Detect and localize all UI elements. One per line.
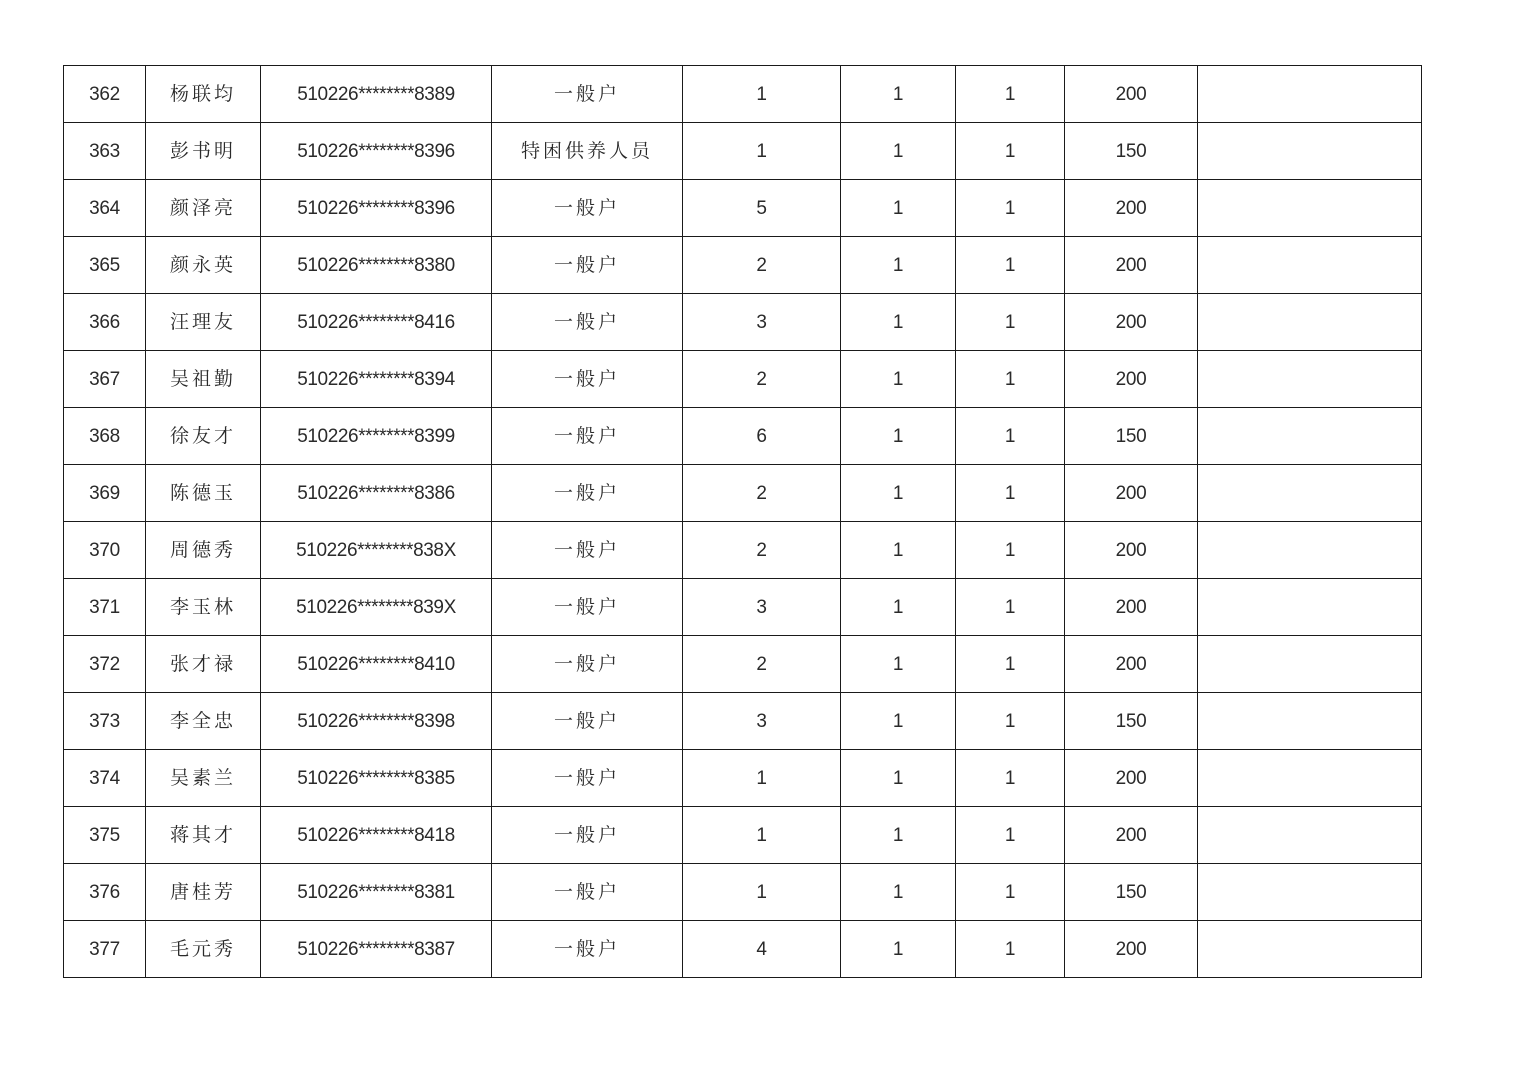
id-number-cell: 510226********8394 [261, 351, 492, 408]
household-type-cell: 一般户 [492, 579, 683, 636]
count-cell-b: 1 [956, 180, 1065, 237]
id-number-cell: 510226********839X [261, 579, 492, 636]
household-size-cell: 1 [683, 123, 841, 180]
serial-number-cell: 367 [64, 351, 146, 408]
remarks-cell [1198, 750, 1422, 807]
serial-number-cell: 375 [64, 807, 146, 864]
table-row [64, 864, 1422, 921]
name-cell: 李全忠 [146, 693, 261, 750]
name-cell: 徐友才 [146, 408, 261, 465]
count-cell-b: 1 [956, 123, 1065, 180]
remarks-cell [1198, 579, 1422, 636]
household-type-cell: 一般户 [492, 750, 683, 807]
count-cell-a: 1 [841, 294, 956, 351]
id-number-cell: 510226********8410 [261, 636, 492, 693]
amount-cell: 200 [1065, 465, 1198, 522]
amount-cell: 150 [1065, 864, 1198, 921]
name-cell: 彭书明 [146, 123, 261, 180]
amount-cell: 200 [1065, 636, 1198, 693]
count-cell-a: 1 [841, 636, 956, 693]
table-row [64, 750, 1422, 807]
table-row [64, 465, 1422, 522]
table-body [64, 66, 1422, 978]
table-row [64, 921, 1422, 978]
serial-number-cell: 368 [64, 408, 146, 465]
household-size-cell: 2 [683, 636, 841, 693]
count-cell-a: 1 [841, 750, 956, 807]
remarks-cell [1198, 237, 1422, 294]
remarks-cell [1198, 921, 1422, 978]
amount-cell: 200 [1065, 522, 1198, 579]
table-row [64, 351, 1422, 408]
table-row [64, 579, 1422, 636]
household-size-cell: 2 [683, 351, 841, 408]
id-number-cell: 510226********8418 [261, 807, 492, 864]
table-row [64, 294, 1422, 351]
household-type-cell: 一般户 [492, 807, 683, 864]
count-cell-a: 1 [841, 693, 956, 750]
table-row [64, 180, 1422, 237]
id-number-cell: 510226********838X [261, 522, 492, 579]
serial-number-cell: 372 [64, 636, 146, 693]
household-size-cell: 4 [683, 921, 841, 978]
remarks-cell [1198, 864, 1422, 921]
table-row [64, 522, 1422, 579]
count-cell-b: 1 [956, 522, 1065, 579]
household-type-cell: 一般户 [492, 693, 683, 750]
amount-cell: 200 [1065, 579, 1198, 636]
name-cell: 颜永英 [146, 237, 261, 294]
amount-cell: 200 [1065, 294, 1198, 351]
id-number-cell: 510226********8389 [261, 66, 492, 123]
count-cell-a: 1 [841, 522, 956, 579]
household-type-cell: 一般户 [492, 180, 683, 237]
id-number-cell: 510226********8385 [261, 750, 492, 807]
serial-number-cell: 376 [64, 864, 146, 921]
name-cell: 陈德玉 [146, 465, 261, 522]
serial-number-cell: 371 [64, 579, 146, 636]
household-type-cell: 一般户 [492, 351, 683, 408]
name-cell: 吴祖勤 [146, 351, 261, 408]
serial-number-cell: 374 [64, 750, 146, 807]
amount-cell: 200 [1065, 351, 1198, 408]
count-cell-a: 1 [841, 123, 956, 180]
id-number-cell: 510226********8399 [261, 408, 492, 465]
count-cell-a: 1 [841, 921, 956, 978]
count-cell-a: 1 [841, 807, 956, 864]
count-cell-b: 1 [956, 921, 1065, 978]
household-size-cell: 1 [683, 807, 841, 864]
household-size-cell: 3 [683, 294, 841, 351]
household-size-cell: 1 [683, 750, 841, 807]
remarks-cell [1198, 522, 1422, 579]
beneficiary-table [63, 65, 1422, 978]
remarks-cell [1198, 693, 1422, 750]
id-number-cell: 510226********8387 [261, 921, 492, 978]
id-number-cell: 510226********8386 [261, 465, 492, 522]
amount-cell: 150 [1065, 693, 1198, 750]
name-cell: 周德秀 [146, 522, 261, 579]
count-cell-b: 1 [956, 66, 1065, 123]
name-cell: 李玉林 [146, 579, 261, 636]
name-cell: 张才禄 [146, 636, 261, 693]
household-type-cell: 一般户 [492, 864, 683, 921]
household-type-cell: 一般户 [492, 408, 683, 465]
id-number-cell: 510226********8380 [261, 237, 492, 294]
count-cell-b: 1 [956, 237, 1065, 294]
household-type-cell: 一般户 [492, 294, 683, 351]
remarks-cell [1198, 180, 1422, 237]
count-cell-b: 1 [956, 408, 1065, 465]
count-cell-a: 1 [841, 237, 956, 294]
count-cell-b: 1 [956, 465, 1065, 522]
serial-number-cell: 363 [64, 123, 146, 180]
amount-cell: 200 [1065, 180, 1198, 237]
count-cell-b: 1 [956, 351, 1065, 408]
amount-cell: 150 [1065, 123, 1198, 180]
remarks-cell [1198, 408, 1422, 465]
name-cell: 吴素兰 [146, 750, 261, 807]
household-size-cell: 6 [683, 408, 841, 465]
serial-number-cell: 373 [64, 693, 146, 750]
count-cell-b: 1 [956, 693, 1065, 750]
count-cell-b: 1 [956, 636, 1065, 693]
household-type-cell: 一般户 [492, 66, 683, 123]
amount-cell: 200 [1065, 750, 1198, 807]
name-cell: 唐桂芳 [146, 864, 261, 921]
household-size-cell: 3 [683, 579, 841, 636]
household-type-cell: 特困供养人员 [492, 123, 683, 180]
serial-number-cell: 364 [64, 180, 146, 237]
count-cell-a: 1 [841, 66, 956, 123]
table-row [64, 66, 1422, 123]
id-number-cell: 510226********8381 [261, 864, 492, 921]
household-size-cell: 3 [683, 693, 841, 750]
count-cell-a: 1 [841, 180, 956, 237]
household-size-cell: 2 [683, 522, 841, 579]
household-type-cell: 一般户 [492, 237, 683, 294]
count-cell-a: 1 [841, 465, 956, 522]
amount-cell: 200 [1065, 237, 1198, 294]
serial-number-cell: 370 [64, 522, 146, 579]
household-type-cell: 一般户 [492, 522, 683, 579]
household-size-cell: 2 [683, 237, 841, 294]
remarks-cell [1198, 294, 1422, 351]
household-size-cell: 1 [683, 66, 841, 123]
count-cell-b: 1 [956, 294, 1065, 351]
table-row [64, 408, 1422, 465]
household-type-cell: 一般户 [492, 465, 683, 522]
count-cell-a: 1 [841, 408, 956, 465]
table-row [64, 693, 1422, 750]
id-number-cell: 510226********8396 [261, 180, 492, 237]
serial-number-cell: 369 [64, 465, 146, 522]
remarks-cell [1198, 465, 1422, 522]
household-type-cell: 一般户 [492, 921, 683, 978]
count-cell-a: 1 [841, 864, 956, 921]
table-row [64, 636, 1422, 693]
name-cell: 蒋其才 [146, 807, 261, 864]
name-cell: 杨联均 [146, 66, 261, 123]
id-number-cell: 510226********8398 [261, 693, 492, 750]
name-cell: 毛元秀 [146, 921, 261, 978]
serial-number-cell: 362 [64, 66, 146, 123]
count-cell-b: 1 [956, 750, 1065, 807]
serial-number-cell: 366 [64, 294, 146, 351]
id-number-cell: 510226********8416 [261, 294, 492, 351]
name-cell: 颜泽亮 [146, 180, 261, 237]
remarks-cell [1198, 636, 1422, 693]
serial-number-cell: 365 [64, 237, 146, 294]
household-size-cell: 5 [683, 180, 841, 237]
table-row [64, 237, 1422, 294]
remarks-cell [1198, 351, 1422, 408]
amount-cell: 200 [1065, 921, 1198, 978]
amount-cell: 150 [1065, 408, 1198, 465]
table-row [64, 123, 1422, 180]
amount-cell: 200 [1065, 66, 1198, 123]
remarks-cell [1198, 807, 1422, 864]
count-cell-a: 1 [841, 351, 956, 408]
id-number-cell: 510226********8396 [261, 123, 492, 180]
count-cell-b: 1 [956, 864, 1065, 921]
remarks-cell [1198, 123, 1422, 180]
household-type-cell: 一般户 [492, 636, 683, 693]
count-cell-b: 1 [956, 807, 1065, 864]
count-cell-a: 1 [841, 579, 956, 636]
household-size-cell: 2 [683, 465, 841, 522]
serial-number-cell: 377 [64, 921, 146, 978]
household-size-cell: 1 [683, 864, 841, 921]
table-row [64, 807, 1422, 864]
count-cell-b: 1 [956, 579, 1065, 636]
amount-cell: 200 [1065, 807, 1198, 864]
name-cell: 汪理友 [146, 294, 261, 351]
remarks-cell [1198, 66, 1422, 123]
